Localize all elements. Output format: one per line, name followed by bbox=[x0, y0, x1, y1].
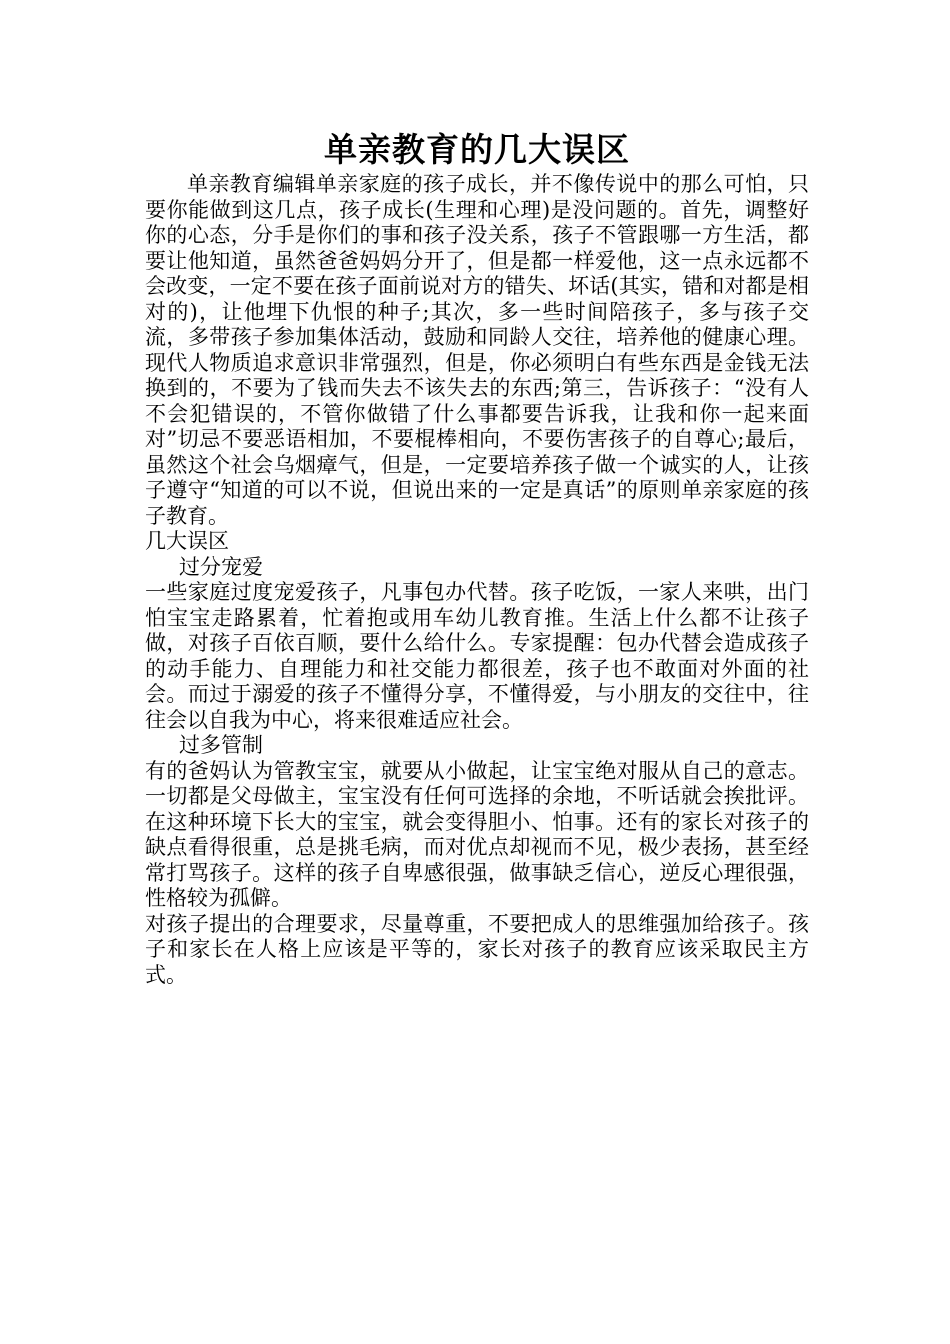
section-heading: 几大误区 bbox=[145, 529, 229, 553]
closing-paragraph: 对孩子提出的合理要求，尽量尊重，不要把成人的思维强加给孩子。孩子和家长在人格上应该是平等的，家长对孩子的教育应该采取民主方式。 bbox=[145, 911, 809, 987]
document-body bbox=[145, 128, 809, 988]
subsection-body-control: 有的爸妈认为管教宝宝，就要从小做起，让宝宝绝对服从自己的意志。一切都是父母做主，宝宝没有任何可选择的余地，不听话就会挨批评。在这种环境下长大的宝宝，就会变得胆小、怕事。还有的家长对孩子的缺点看得很重，总是挑毛病，而对优点却视而不见，极少表扬，甚至经常打骂孩子。这样的孩子自卑感很强，做事缺乏信心，逆反心理很强，性格较为孤僻。 bbox=[145, 758, 809, 910]
subsection-heading-control: 过多管制 bbox=[179, 733, 263, 757]
subsection-body-spoiling: 一些家庭过度宠爱孩子，凡事包办代替。孩子吃饭，一家人来哄，出门怕宝宝走路累着，忙着抱或用车幼儿教育推。生活上什么都不让孩子做，对孩子百依百顺，要什么给什么。专家提醒：包办代替会造成孩子的动手能力、自理能力和社交能力都很差，孩子也不敢面对外面的社会。而过于溺爱的孩子不懂得分享，不懂得爱，与小朋友的交往中，往往会以自我为中心，将来很难适应社会。 bbox=[145, 580, 809, 732]
page-title: 单亲教育的几大误区 bbox=[324, 130, 630, 169]
intro-paragraph: 单亲教育编辑单亲家庭的孩子成长，并不像传说中的那么可怕，只要你能做到这几点，孩子成长(生理和心理)是没问题的。首先，调整好你的心态，分手是你们的事和孩子没关系，孩子不管跟哪一方生活，都要让他知道，虽然爸爸妈妈分开了，但是都一样爱他，这一点永远都不会改变，一定不要在孩子面前说对方的错失、坏话(其实，错和对都是相对的)，让他埋下仇恨的种子;其次，多一些时间陪孩子，多与孩子交流，多带孩子参加集体活动，鼓励和同龄人交往，培养他的健康心理。现代人物质追求意识非常强烈，但是，你必须明白有些东西是金钱无法换到的，不要为了钱而失去不该失去的东西;第三，告诉孩子：“没有人不会犯错误的，不管你做错了什么事都要告诉我，让我和你一起来面对”切忌不要恶语相加，不要棍棒相向，不要伤害孩子的自尊心;最后，虽然这个社会乌烟瘴气，但是，一定要培养孩子做一个诚实的人，让孩子遵守“知道的可以不说，但说出来的一定是真话”的原则单亲家庭的孩子教育。 bbox=[145, 172, 809, 528]
subsection-heading-spoiling: 过分宠爱 bbox=[179, 554, 263, 579]
